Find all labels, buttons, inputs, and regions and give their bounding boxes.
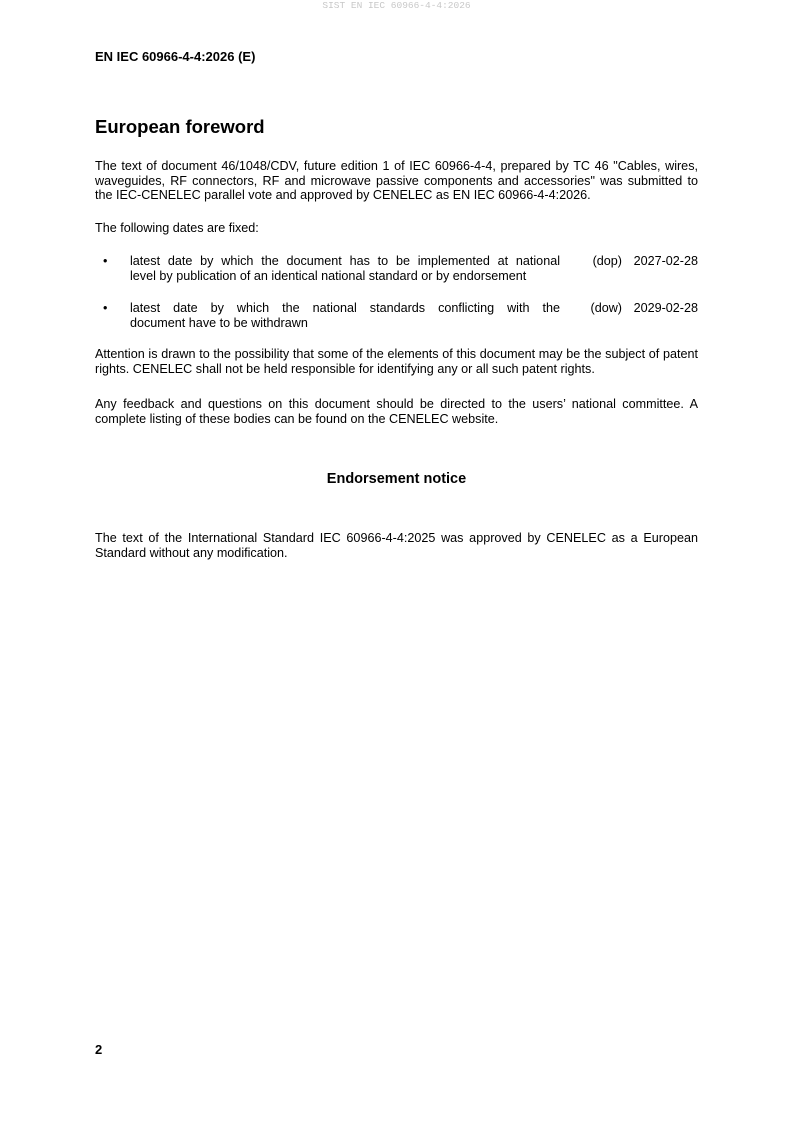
endorsement-title: Endorsement notice: [326, 471, 467, 487]
endorsement-text: The text of the International Standard IEC 60966-4-4:2025 was approved by CENELEC as a European Standard without any modification.: [95, 531, 698, 560]
foreword-paragraph: The text of document 46/1048/CDV, future edition 1 of IEC 60966-4-4, prepared by TC 46 "Cables, wires, waveguides, RF connectors, RF and microwave passive components and accessories" was submitted to the IEC-CENELEC parallel vote and approved by CENELEC as EN IEC 60966-4-4:2026.: [95, 159, 698, 203]
date-abbr: (dop): [592, 254, 622, 268]
watermark: SIST EN IEC 60966-4-4:2026: [322, 0, 471, 11]
dates-intro: The following dates are fixed:: [95, 221, 259, 235]
foreword-title: European foreword: [95, 116, 265, 137]
patent-paragraph: Attention is drawn to the possibility that some of the elements of this document may be the subject of patent rights. CENELEC shall not be held responsible for identifying any or all such patent rights.: [95, 347, 698, 376]
date-item-text: latest date by which the document has to be implemented at national level by publication of an identical national standard or by endorsement: [130, 254, 560, 283]
date-item-text: latest date by which the national standards conflicting with the document have to be withdrawn: [130, 301, 560, 330]
bullet: •: [103, 301, 108, 315]
date-abbr: (dow): [590, 301, 622, 315]
document-header: EN IEC 60966-4-4:2026 (E): [95, 49, 256, 64]
feedback-paragraph: Any feedback and questions on this document should be directed to the users’ national committee. A complete listing of these bodies can be found on the CENELEC website.: [95, 397, 698, 426]
page-number: 2: [95, 1042, 103, 1057]
bullet: •: [103, 254, 108, 268]
date-item-dop: [95, 254, 698, 283]
date-value: 2029-02-28: [633, 301, 698, 315]
date-item-dow: [95, 301, 698, 330]
date-value: 2027-02-28: [633, 254, 698, 268]
